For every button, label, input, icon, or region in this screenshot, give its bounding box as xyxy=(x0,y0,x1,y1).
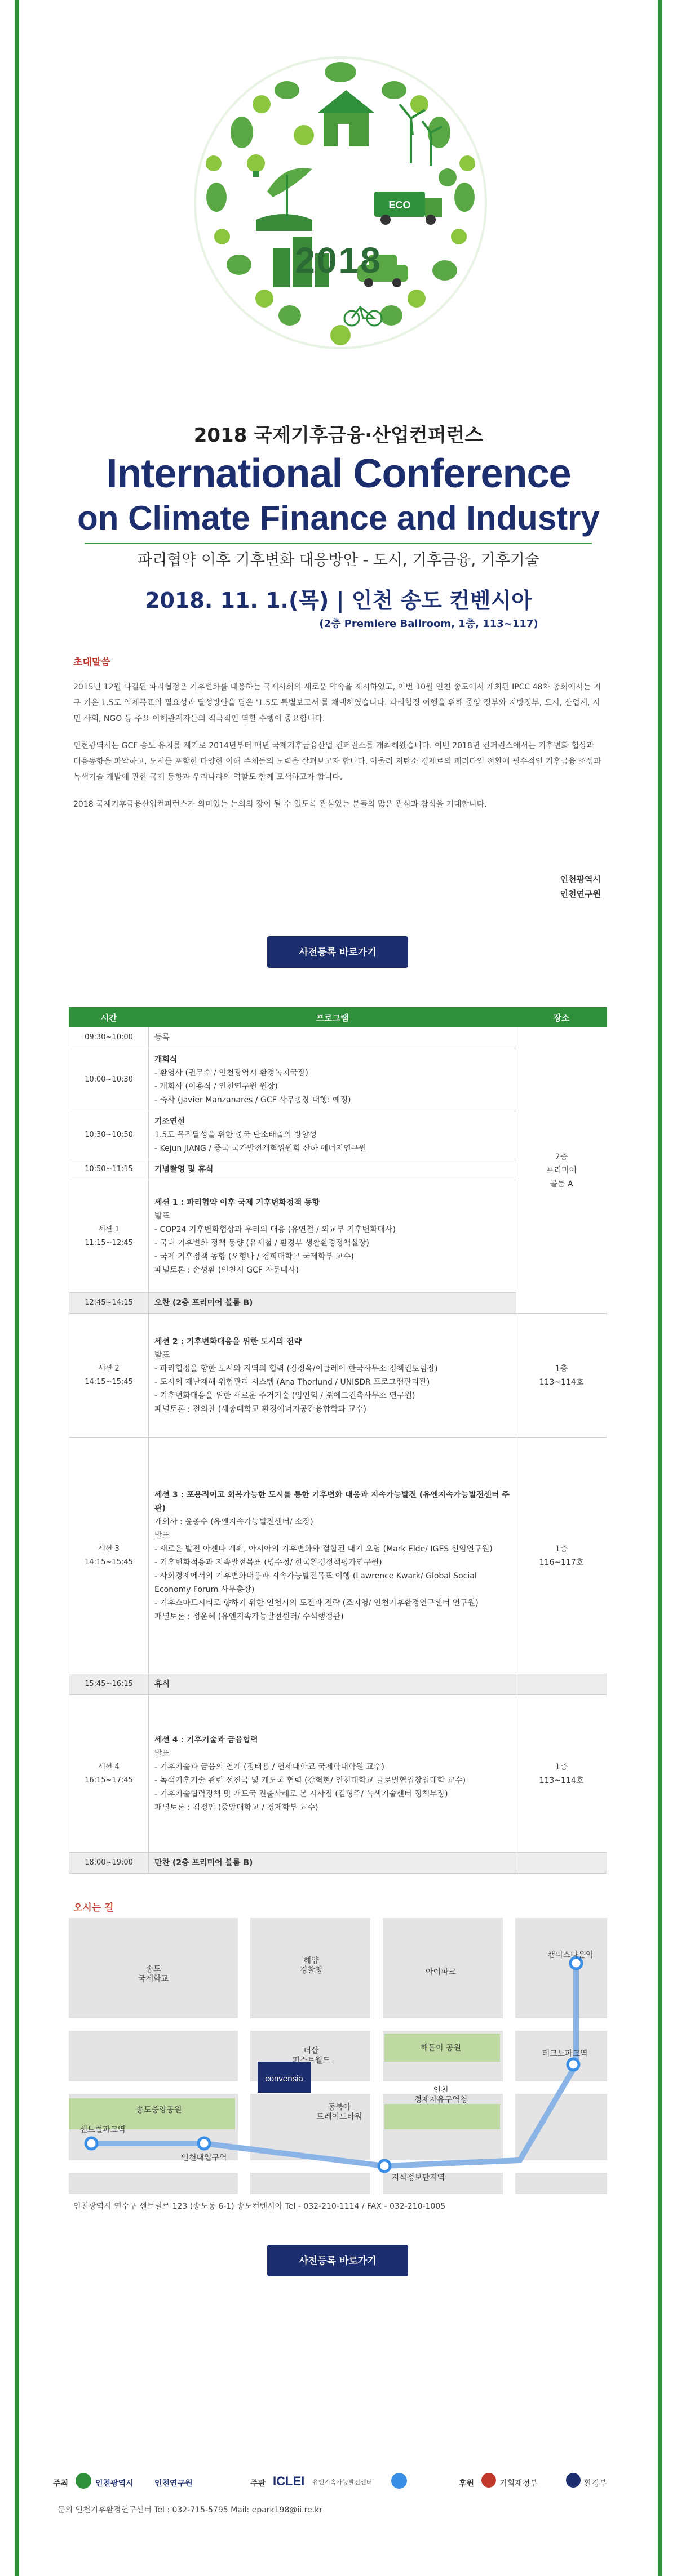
moef-logo-icon xyxy=(481,2473,496,2488)
row-line: - 사회경제에서의 기후변화대응과 지속가능발전목표 이행 (Lawrence Kwark/ Global Social Economy Forum 사무총장) xyxy=(154,1571,477,1594)
row-time: 15:45~16:15 xyxy=(69,1674,149,1695)
un-logo-icon xyxy=(391,2473,407,2489)
eco-circle-illustration xyxy=(188,51,493,355)
organizer-label: 주관 xyxy=(250,2479,266,2488)
map-label-tradetower: 동북아 트레이드타워 xyxy=(316,2103,362,2121)
sun-icon xyxy=(294,125,314,145)
row-time: 세션 4 16:15~17:45 xyxy=(69,1695,149,1853)
row-content xyxy=(149,1180,516,1293)
map-heading: 오시는 길 xyxy=(73,1902,114,1914)
place-line: 2층 xyxy=(555,1152,568,1162)
row-time: 10:50~11:15 xyxy=(69,1159,149,1180)
row-line: - 축사 (Javier Manzanares / GCF 사무총장 대행: 예정) xyxy=(154,1095,351,1105)
row-line: - 환영사 (권무수 / 인천광역시 환경녹지국장) xyxy=(154,1068,308,1078)
row-line: 1.5도 목적달성을 위한 중국 탄소배출의 방향성 xyxy=(154,1131,317,1140)
place-line: 프리미어 xyxy=(546,1165,577,1175)
invitation-paragraph: 인천광역시는 GCF 송도 유치를 계기로 2014년부터 매년 국제기후금융산업 컨퍼런스를 개최해왔습니다. 이번 2018년 컨퍼런스에서는 기후변화 협상과 대응동향을 파악하고, 도시를 포함한 다양한 이해 주체들의 노력을 살펴보고자 합니다. 아울러 저탄소 경제로의 패러다임 전환에 필수적인 기후금융 조성과 녹색기술 개발에 관한 국제 동향과 우리나라의 역할도 함께 모색하고자 합니다. xyxy=(73,741,601,782)
row-content xyxy=(149,1048,516,1111)
lightbulb-icon xyxy=(247,154,265,177)
map-label-central-park: 송도중앙공원 xyxy=(136,2106,182,2115)
map-label-technopark-station: 테크노파크역 xyxy=(542,2049,588,2058)
row-line: - 기후변화적응과 지속발전목표 (명수정/ 한국환경정책평가연구원) xyxy=(154,1558,382,1567)
hero-illustration xyxy=(19,0,658,406)
header-time: 시간 xyxy=(69,1008,149,1027)
row-line: 발표 xyxy=(154,1350,170,1360)
row-line: 패널토론 : 전의찬 (세종대학교 환경에너지공간융합학과 교수) xyxy=(154,1404,366,1414)
venue-address: 인천광역시 연수구 센트럴로 123 (송도동 6-1) 송도컨벤시아 Tel - 032-210-1114 / FAX - 032-210-1005 xyxy=(73,2202,446,2211)
subtitle-text: 파리협약 이후 기후변화 대응방안 - 도시, 기후금융, 기후기술 xyxy=(138,551,539,569)
contact-info: 문의 인천기후환경연구센터 Tel : 032-715-5795 Mail: epark198@ii.re.kr xyxy=(57,2506,322,2515)
row-line: - 기후스마트시티로 향하기 위한 인천시의 도전과 전략 (조지영/ 인천기후환경연구센터 연구원) xyxy=(154,1598,479,1608)
plant-hand-icon xyxy=(256,168,312,231)
organizer2: 유엔지속가능발전센터 xyxy=(312,2479,373,2486)
station-jisik xyxy=(379,2160,390,2172)
row-time: 세션 3 14:15~15:45 xyxy=(69,1438,149,1674)
bicycle-icon xyxy=(344,307,382,326)
row-content xyxy=(149,1695,516,1853)
row-line: - 기후변화대응을 위한 새로운 주거기술 (임인혁 / ㈜에드건축사무소 연구원) xyxy=(154,1391,415,1400)
row-title: 휴식 xyxy=(149,1674,516,1695)
register-button-bottom[interactable]: 사전등록 바로가기 xyxy=(267,2245,408,2276)
hero-year: 2018 xyxy=(295,240,382,281)
eco-truck-label: ECO xyxy=(388,199,411,211)
host1: 인천광역시 xyxy=(95,2479,134,2488)
invitation-signers xyxy=(19,872,601,901)
place-session2 xyxy=(516,1314,607,1438)
table-row xyxy=(69,1438,607,1674)
map-label-outlet: 더샵 퍼스트월드 xyxy=(292,2046,330,2065)
header-place: 장소 xyxy=(516,1008,607,1027)
row-content xyxy=(149,1314,516,1438)
organizer1: ICLEI xyxy=(273,2474,305,2488)
place-main xyxy=(516,1027,607,1314)
map-label-campus-station: 캠퍼스타운역 xyxy=(547,1951,594,1960)
row-line: - 기후기술협력정책 및 개도국 진출사례로 본 시사점 (김형주/ 녹색기술센터 정책부장) xyxy=(154,1789,448,1799)
conference-title-korean: 2018 국제기후금융·산업컨퍼런스 xyxy=(193,424,484,447)
eco-truck-icon xyxy=(374,192,442,225)
row-line: - Kejun JIANG / 중국 국가발전개혁위원회 산하 에너지연구원 xyxy=(154,1144,366,1153)
place-empty xyxy=(516,1853,607,1874)
conference-title-english-line1: International Conference xyxy=(106,451,571,496)
place-line: 116~117호 xyxy=(539,1558,584,1567)
row-line: - 개회사 (이용식 / 인천연구원 원장) xyxy=(154,1082,278,1091)
station-technopark xyxy=(568,2059,579,2070)
row-line: - 국제 기후정책 동향 (오형나 / 경희대학교 국제학부 교수) xyxy=(154,1252,354,1261)
row-line: 발표 xyxy=(154,1531,170,1540)
invitation-paragraph: 2015년 12월 타결된 파리협정은 기후변화를 대응하는 국제사회의 새로운 약속을 제시하였고, 이번 10월 인천 송도에서 개최된 IPCC 48차 총회에서는 지구 기온 1.5도 억제목표의 필요성과 달성방안을 담은 '1.5도 특별보고서'를 채택하였습니다. 파리협정 이행을 위해 중앙 정부와 지방정부, 도시, 산업계, 시민 사회, NGO 등 주요 이해관계자들의 적극적인 역할 수행이 중요합니다. xyxy=(73,683,601,723)
row-line: - 새로운 발전 아젠다 계획, 아시아의 기후변화와 결합된 대기 오염 (Mark Elde/ IGES 선임연구원) xyxy=(154,1544,493,1554)
map-label-ifez: 인천 경제자유구역청 xyxy=(414,2086,468,2105)
row-line: - 국내 기후변화 정책 동향 (유제철 / 환경부 생활환경정책실장) xyxy=(154,1238,369,1248)
row-line: 패널토론 : 정운혜 (유엔지속가능발전센터/ 수석행정관) xyxy=(154,1612,344,1621)
place-empty xyxy=(516,1674,607,1695)
subtitle-divider xyxy=(85,543,592,544)
row-title: 세션 1 : 파리협약 이후 국제 기후변화정책 동향 xyxy=(154,1198,320,1207)
invitation-section xyxy=(73,655,603,824)
row-line: - 기후기술과 금융의 연계 (정태용 / 연세대학교 국제학대학원 교수) xyxy=(154,1762,384,1772)
support1: 기획재정부 xyxy=(499,2479,538,2488)
incheon-logo-icon xyxy=(76,2473,91,2489)
convensia-label: convensia xyxy=(265,2074,303,2084)
register-button-top[interactable]: 사전등록 바로가기 xyxy=(267,936,408,968)
row-line: 패널토론 : 손성환 (인천시 GCF 자문대사) xyxy=(154,1265,299,1275)
row-title: 기념촬영 및 휴식 xyxy=(149,1159,516,1180)
row-content xyxy=(149,1438,516,1674)
invitation-heading: 초대말씀 xyxy=(73,657,110,668)
row-title: 세션 3 : 포용적이고 회복가능한 도시를 통한 기후변화 대응과 지속가능발전 (유엔지속가능발전센터 주관) xyxy=(154,1490,510,1513)
place-line: 1층 xyxy=(555,1762,568,1772)
table-row xyxy=(69,1853,607,1874)
table-row xyxy=(69,1027,607,1048)
map-label-centralpark-station: 센트럴파크역 xyxy=(79,2125,126,2134)
row-title: 세션 4 : 기후기술과 금융협력 xyxy=(154,1735,258,1745)
location-map xyxy=(69,1918,607,2194)
row-title: 등록 xyxy=(149,1027,516,1048)
support-label: 후원 xyxy=(459,2479,475,2488)
row-title: 세션 2 : 기후변화대응을 위한 도시의 전략 xyxy=(154,1337,302,1346)
program-table xyxy=(69,1007,607,1874)
row-line: 발표 xyxy=(154,1211,170,1221)
place-line: 113~114호 xyxy=(539,1377,584,1387)
table-row xyxy=(69,1695,607,1853)
station-inu xyxy=(198,2138,210,2149)
table-row xyxy=(69,1674,607,1695)
row-line: - 녹색기후기술 관련 선진국 및 개도국 협력 (강혁현/ 인천대학교 글로벌협업창업대학 교수) xyxy=(154,1776,466,1785)
venue-detail: (2층 Premiere Ballroom, 1층, 113~117) xyxy=(319,618,538,630)
row-line: 개회사 : 윤종수 (유엔지속가능발전센터/ 소장) xyxy=(154,1517,313,1527)
row-time: 12:45~14:15 xyxy=(69,1293,149,1314)
row-title: 오찬 (2층 프리미어 볼룸 B) xyxy=(149,1293,516,1314)
place-line: 1층 xyxy=(555,1364,568,1373)
map-label-ipark: 아이파크 xyxy=(425,1968,457,1977)
place-session4 xyxy=(516,1695,607,1853)
map-label-inu-station: 인천대입구역 xyxy=(181,2154,227,2163)
me-logo-icon xyxy=(566,2473,581,2488)
map-label-haedoji: 해돋이 공원 xyxy=(420,2044,462,2053)
row-content xyxy=(149,1111,516,1159)
date-venue: 2018. 11. 1.(목) | 인천 송도 컨벤시아 xyxy=(145,588,532,613)
map-label-police: 해양 경찰청 xyxy=(299,1956,323,1975)
row-time: 10:00~10:30 xyxy=(69,1048,149,1111)
map-label-school: 송도 국제학교 xyxy=(138,1965,169,1983)
host-label: 주최 xyxy=(53,2479,69,2488)
support2: 환경부 xyxy=(584,2479,607,2488)
invitation-paragraph: 2018 국제기후금융산업컨퍼런스가 의미있는 논의의 장이 될 수 있도록 관심있는 분들의 많은 관심과 참석을 기대합니다. xyxy=(73,800,487,809)
host2: 인천연구원 xyxy=(154,2479,193,2488)
row-title: 기조연설 xyxy=(154,1117,185,1126)
place-line: 113~114호 xyxy=(539,1776,584,1785)
map-label-jisik-station: 지식정보단지역 xyxy=(391,2173,445,2182)
row-time: 세션 1 11:15~12:45 xyxy=(69,1180,149,1293)
conference-title-english-line2: on Climate Finance and Industry xyxy=(77,499,600,537)
station-centralpark xyxy=(86,2138,97,2149)
sponsor-bar xyxy=(53,2466,645,2500)
row-time: 09:30~10:00 xyxy=(69,1027,149,1048)
row-title: 만찬 (2층 프리미어 볼룸 B) xyxy=(149,1853,516,1874)
signer: 인천연구원 xyxy=(560,889,601,899)
place-session3 xyxy=(516,1438,607,1674)
table-row xyxy=(69,1314,607,1438)
signer: 인천광역시 xyxy=(560,874,601,884)
row-line: - 도시의 재난재해 위험관리 시스템 (Ana Thorlund / UNISDR 프로그램관리관) xyxy=(154,1377,430,1387)
row-time: 세션 2 14:15~15:45 xyxy=(69,1314,149,1438)
place-line: 볼룸 A xyxy=(550,1179,573,1189)
recycle-icon xyxy=(439,168,457,186)
row-time: 18:00~19:00 xyxy=(69,1853,149,1874)
row-title: 개회식 xyxy=(154,1055,178,1064)
row-line: 패널토론 : 김정인 (중앙대학교 / 경제학부 교수) xyxy=(154,1803,318,1812)
house-icon xyxy=(318,90,374,146)
row-time: 10:30~10:50 xyxy=(69,1111,149,1159)
row-line: 발표 xyxy=(154,1749,170,1758)
row-line: - 파리협정을 향한 도시와 지역의 협력 (강정옥/이클레이 한국사무소 정책컨토팀장) xyxy=(154,1364,438,1373)
conference-subtitle xyxy=(19,548,658,570)
header-program: 프로그램 xyxy=(149,1008,516,1027)
row-line: - COP24 기후변화협상과 우리의 대응 (유연철 / 외교부 기후변화대사) xyxy=(154,1225,396,1234)
place-line: 1층 xyxy=(555,1544,568,1554)
